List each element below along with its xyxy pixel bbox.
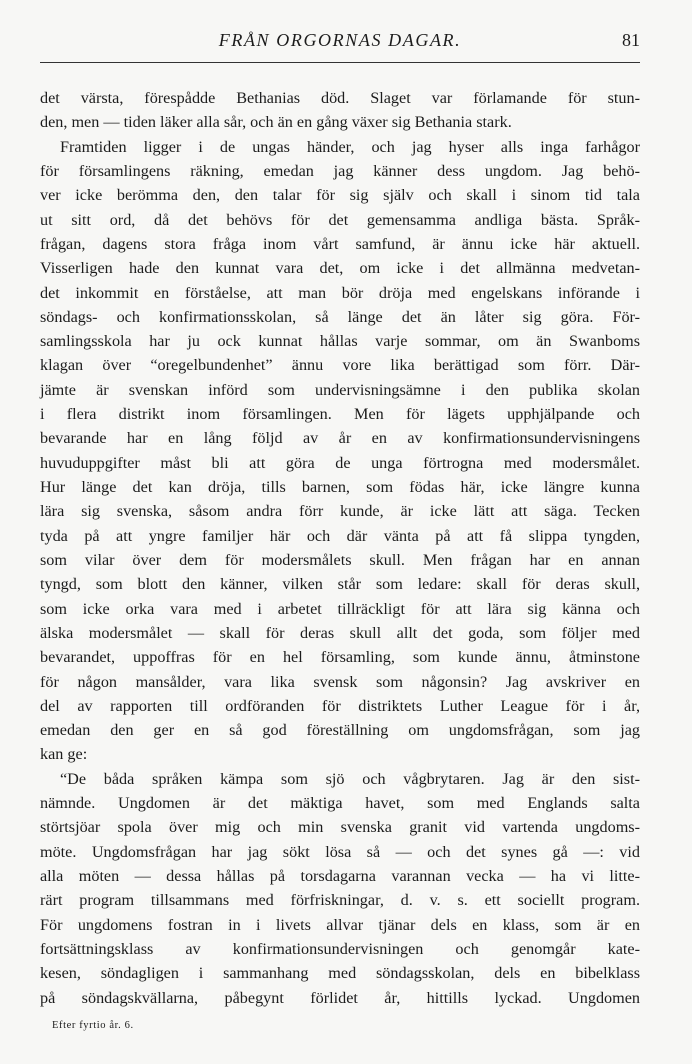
text-line: kesen, söndagligen i sammanhang med söndagsskolan, dels en bibelklass	[40, 964, 640, 983]
text-line: kan ge:	[40, 745, 88, 764]
running-head	[40, 30, 640, 54]
text-line: söndags- och konfirmationsskolan, så länge det än låter sig göra. För-	[40, 307, 640, 326]
text-line: Hur länge det kan dröja, tills barnen, som födas här, icke längre kunna	[40, 478, 640, 496]
running-title: FRÅN ORGORNAS DAGAR.	[218, 30, 462, 50]
text-line: tyngd, som blott den känner, vilken står som ledare: skall för deras skull,	[40, 575, 640, 594]
text-line: samlingsskola har ju ock kunnat hållas varje sommar, om än Swanboms	[40, 332, 640, 351]
text-line: det inkommit en förståelse, att man bör dröja med engelskans införande i	[40, 283, 640, 302]
text-line: möte. Ungdomsfrågan har jag sökt lösa så — och det synes gå —: vid	[40, 842, 640, 861]
text-line: ut sitt ord, då det behövs för det gemensamma andliga bästa. Språk-	[40, 210, 640, 229]
text-line: klagan över “oregelbundenhet” ännu vore lika berättigad som förr. Där-	[40, 356, 640, 375]
text-line: tyda på att yngre familjer här och där vänta på att få slippa tyngden,	[40, 526, 640, 545]
text-line: För ungdomens fostran in i livets allvar tjänar dels en klass, som är en	[40, 915, 640, 934]
text-line: del av rapporten till ordföranden för distriktets Luther League för i år,	[40, 696, 640, 715]
text-line: frågan, dagens stora fråga inom vårt samfund, är ännu icke här aktuell.	[40, 234, 640, 253]
text-line: på söndagskvällarna, påbegynt förlidet år, hittills lyckad. Ungdomen	[40, 988, 640, 1007]
text-line: som icke orka vara med i arbetet tillräckligt för att lära sig känna och	[40, 599, 640, 618]
text-line: bevarandet, uppoffras för en hel församling, som kunde ännu, åtminstone	[40, 648, 640, 667]
page-number: 81	[622, 30, 640, 50]
text-line: alla möten — dessa hållas på torsdagarna varannan vecka — ha vi litte-	[40, 867, 640, 885]
text-line: den, men — tiden läker alla sår, och än en gång växer sig Bethania stark.	[40, 113, 512, 132]
text-line: emedan den ger en så god föreställning om ungdomsfrågan, som jag	[40, 721, 640, 740]
text-line: fortsättningsklass av konfirmationsundervisningen och genomgår kate-	[40, 939, 640, 958]
signature-mark: Efter fyrtio år. 6.	[52, 1020, 134, 1031]
text-line: huvuduppgifter måst bli att göra de unga förtrogna med modersmålet.	[40, 453, 640, 472]
text-line: för någon mansålder, vara lika svensk som någonsin? Jag avskriver en	[40, 672, 640, 691]
text-line: älska modersmålet — skall för deras skull allt det goda, som följer med	[40, 623, 640, 642]
text-line: jämte är svenskan införd som undervisningsämne i den publika skolan	[40, 380, 640, 399]
body-text	[40, 86, 640, 1010]
text-line: bevarande har en lång följd av år en av konfirmationsundervisningens	[40, 429, 640, 448]
text-line: Framtiden ligger i de ungas händer, och jag hyser alls inga farhågor	[60, 137, 640, 156]
header-rule	[40, 62, 640, 63]
text-line: lära sig svenska, såsom andra förr kunde, är icke lätt att säga. Tecken	[40, 502, 640, 521]
text-line: rärt program tillsammans med förfriskningar, d. v. s. ett sociellt program.	[40, 891, 640, 910]
text-line: för församlingens räkning, emedan jag känner dess ungdom. Jag behö-	[40, 161, 640, 180]
text-line: ver icke berömma den, den talar för sig själv och skall i sinom tid tala	[40, 186, 640, 205]
text-line: det värsta, förespådde Bethanias död. Slaget var förlamande för stun-	[40, 89, 640, 107]
text-line: som vilar över dem för modersmålets skull. Men frågan har en annan	[40, 550, 640, 569]
text-line: nämnde. Ungdomen är det mäktiga havet, som med Englands salta	[40, 794, 640, 813]
text-line: “De båda språken kämpa som sjö och vågbrytaren. Jag är den sist-	[60, 769, 640, 788]
text-line: Visserligen hade den kunnat vara det, om icke i det allmänna medvetan-	[40, 259, 640, 278]
text-line: störtsjöar spola över mig och min svenska granit vid vartenda ungdoms-	[40, 818, 640, 837]
text-line: i flera distrikt inom församlingen. Men för lägets upphjälpande och	[40, 405, 640, 424]
